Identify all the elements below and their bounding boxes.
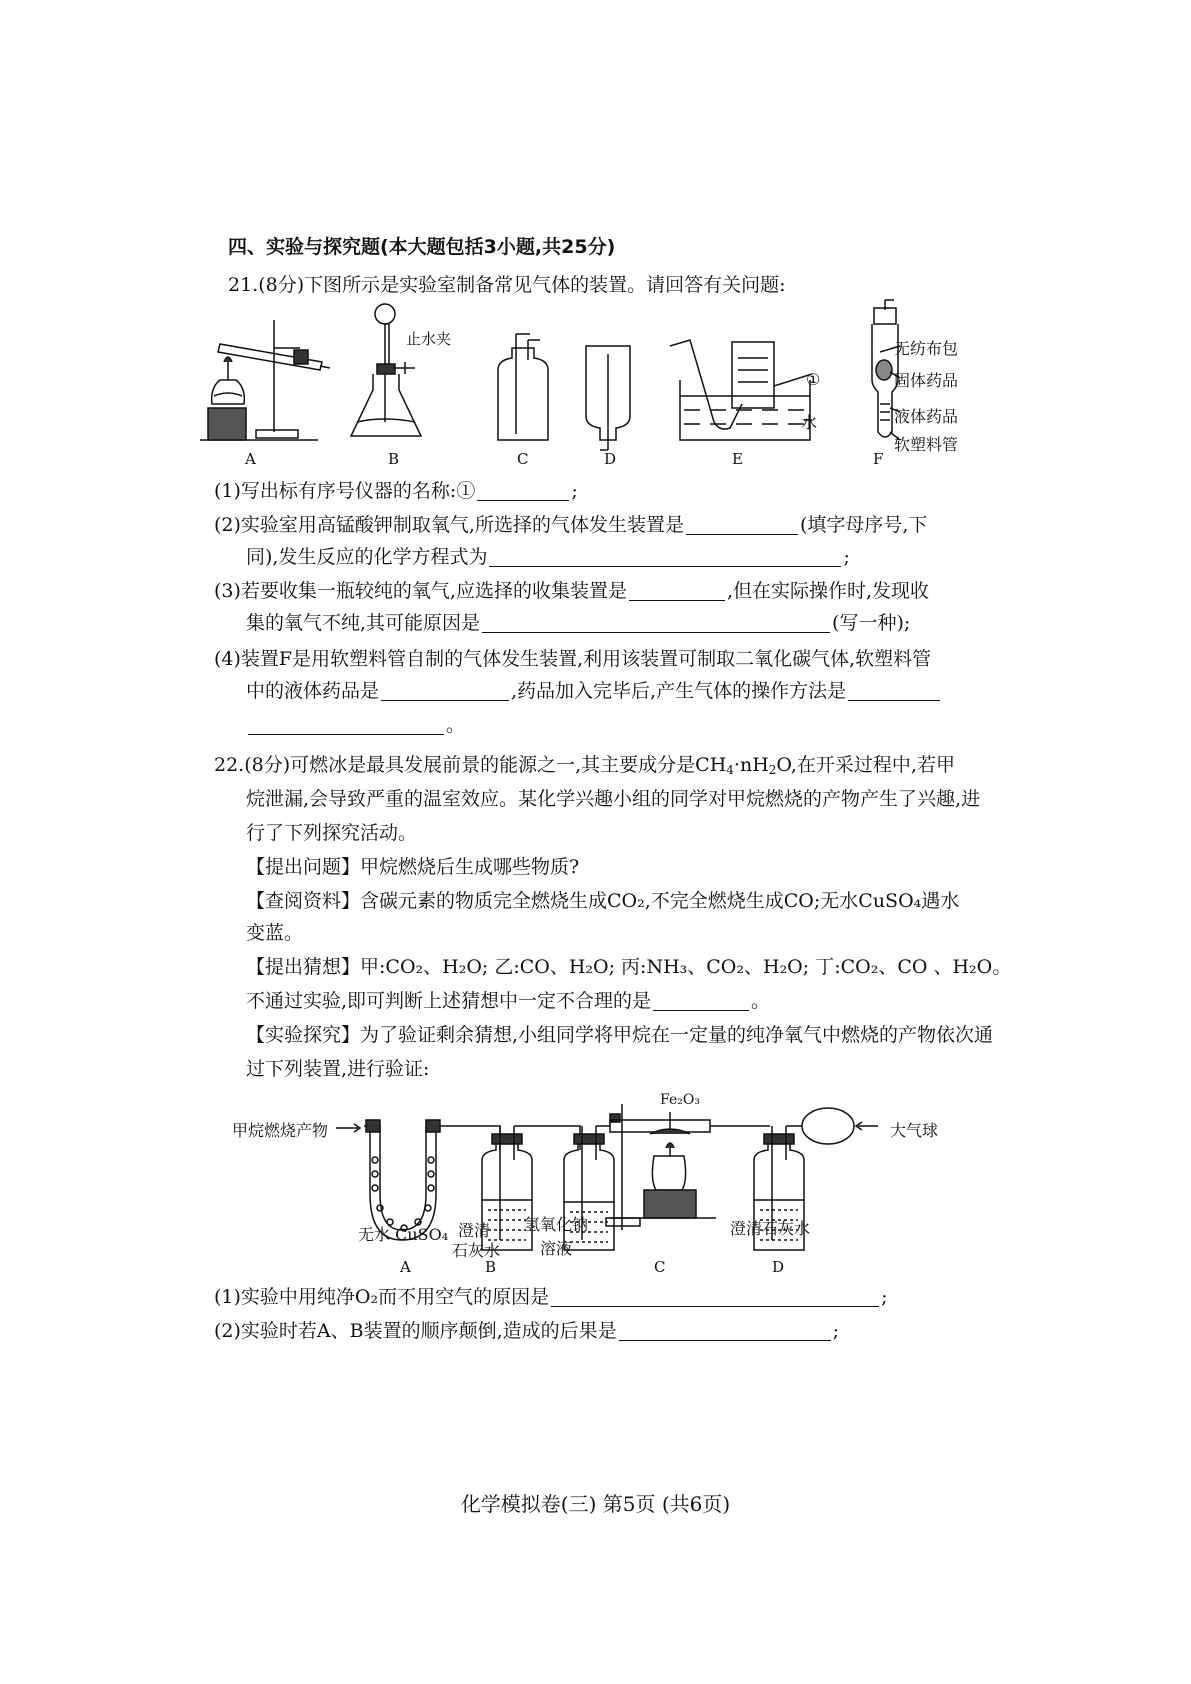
q22-p2: (2)实验时若A、B装置的顺序颠倒,造成的后果是 ;	[214, 1320, 840, 1342]
q21-p2-line2: 同),发生反应的化学方程式为 ;	[246, 546, 850, 568]
apparatus-letter-a: A	[245, 450, 256, 468]
answer-blank[interactable]	[653, 988, 749, 1011]
label-cuso4: 无水 CuSO₄	[358, 1225, 449, 1244]
device-letter-c: C	[654, 1258, 666, 1276]
q22-stem-2: 烷泄漏,会导致严重的温室效应。某化学兴趣小组的同学对甲烷燃烧的产物产生了兴趣,进	[246, 788, 981, 810]
label-solid: 固体药品	[894, 371, 959, 390]
label-limewater-b-1: 澄清	[458, 1221, 491, 1240]
label-naoh-1: 氢氧化钠	[524, 1215, 589, 1234]
label-fe2o3: Fe₂O₃	[660, 1092, 700, 1108]
label-tube: 软塑料管	[894, 435, 959, 454]
answer-blank[interactable]	[489, 544, 841, 567]
apparatus-e-drawing	[670, 340, 812, 440]
label-inlet: 甲烷燃烧产物	[232, 1121, 329, 1140]
q21-apparatus-figure	[200, 300, 1000, 475]
q22-info-2: 变蓝。	[246, 922, 304, 944]
q22-explore-1: 【实验探究】为了验证剩余猜想,小组同学将甲烷在一定量的纯净氧气中燃烧的产物依次通	[246, 1024, 994, 1046]
apparatus-letter-d: D	[604, 450, 617, 468]
apparatus-d-drawing	[586, 346, 630, 450]
label-water: 水	[801, 413, 818, 432]
device-letter-a: A	[400, 1258, 411, 1276]
label-limewater-b-2: 石灰水	[452, 1241, 501, 1260]
q22-info-1: 【查阅资料】含碳元素的物质完全燃烧生成CO₂,不完全燃烧生成CO;无水CuSO₄遇水	[246, 890, 960, 912]
q21-p4: (4)装置F是用软塑料管自制的气体发生装置,利用该装置可制取二氧化碳气体,软塑料管	[214, 648, 932, 670]
q22-judge: 不通过实验,即可判断上述猜想中一定不合理的是 。	[246, 990, 771, 1012]
q22-explore-2: 过下列装置,进行验证:	[246, 1058, 430, 1080]
q21-p2: (2)实验室用高锰酸钾制取氧气,所选择的气体发生装置是 (填字母序号,下	[214, 514, 928, 536]
q22-apparatus-figure	[230, 1090, 950, 1265]
q22-p1: (1)实验中用纯净O₂而不用空气的原因是 ;	[214, 1286, 888, 1308]
q22-guess: 【提出猜想】甲:CO₂、H₂O; 乙:CO、H₂O; 丙:NH₃、CO₂、H₂O; 丁:CO₂、CO 、H₂O。	[246, 956, 1012, 978]
apparatus-letter-e: E	[732, 450, 743, 468]
q21-p1: (1)写出标有序号仪器的名称:① ;	[214, 480, 578, 502]
q21-p4-line2: 中的液体药品是 ,药品加入完毕后,产生气体的操作方法是	[246, 676, 942, 706]
apparatus-letter-c: C	[517, 450, 529, 468]
device-letter-d: D	[772, 1258, 785, 1276]
section-title: 四、实验与探究题(本大题包括3小题,共25分)	[228, 236, 616, 258]
q22-stem-1: 22.(8分)可燃冰是最具发展前景的能源之一,其主要成分是$CH_4\cdot nH_2O$,在开采过程中,若甲	[214, 754, 955, 777]
label-liquid: 液体药品	[894, 407, 959, 426]
q21-p3-line2: 集的氧气不纯,其可能原因是 (写一种);	[246, 612, 911, 634]
apparatus-b-drawing	[351, 304, 421, 436]
q21-stem: 21.(8分)下图所示是实验室制备常见气体的装置。请回答有关问题:	[228, 274, 786, 296]
answer-blank[interactable]	[477, 478, 569, 501]
label-balloon: 大气球	[890, 1121, 939, 1140]
balloon-drawing	[802, 1108, 854, 1144]
q22-question: 【提出问题】甲烷燃烧后生成哪些物质?	[246, 856, 580, 878]
device-letter-b: B	[485, 1258, 497, 1276]
label-bag: 无纺布包	[894, 339, 959, 358]
q22-stem-3: 行了下列探究活动。	[246, 822, 418, 844]
apparatus-a-drawing	[200, 320, 330, 440]
page-footer: 化学模拟卷(三) 第5页 (共6页)	[460, 1492, 731, 1516]
label-naoh-2: 溶液	[540, 1239, 573, 1258]
answer-blank[interactable]	[482, 610, 830, 633]
answer-blank[interactable]	[629, 578, 725, 601]
answer-blank[interactable]	[551, 1284, 879, 1307]
answer-blank[interactable]	[248, 712, 444, 735]
q21-p3: (3)若要收集一瓶较纯的氧气,应选择的收集装置是 ,但在实际操作时,发现收	[214, 580, 930, 602]
answer-blank[interactable]	[381, 678, 509, 701]
answer-blank[interactable]	[686, 512, 798, 535]
answer-blank[interactable]	[619, 1318, 831, 1341]
q21-p4-line3: 。	[246, 710, 465, 740]
answer-blank[interactable]	[848, 678, 940, 701]
apparatus-c-heating-drawing	[606, 1104, 770, 1230]
apparatus-c-drawing	[498, 334, 548, 440]
apparatus-letter-b: B	[388, 450, 400, 468]
label-clamp: 止水夹	[406, 330, 452, 348]
label-marker-1: ①	[806, 370, 821, 389]
apparatus-letter-f: F	[873, 450, 884, 468]
label-limewater-d: 澄清石灰水	[730, 1219, 811, 1238]
